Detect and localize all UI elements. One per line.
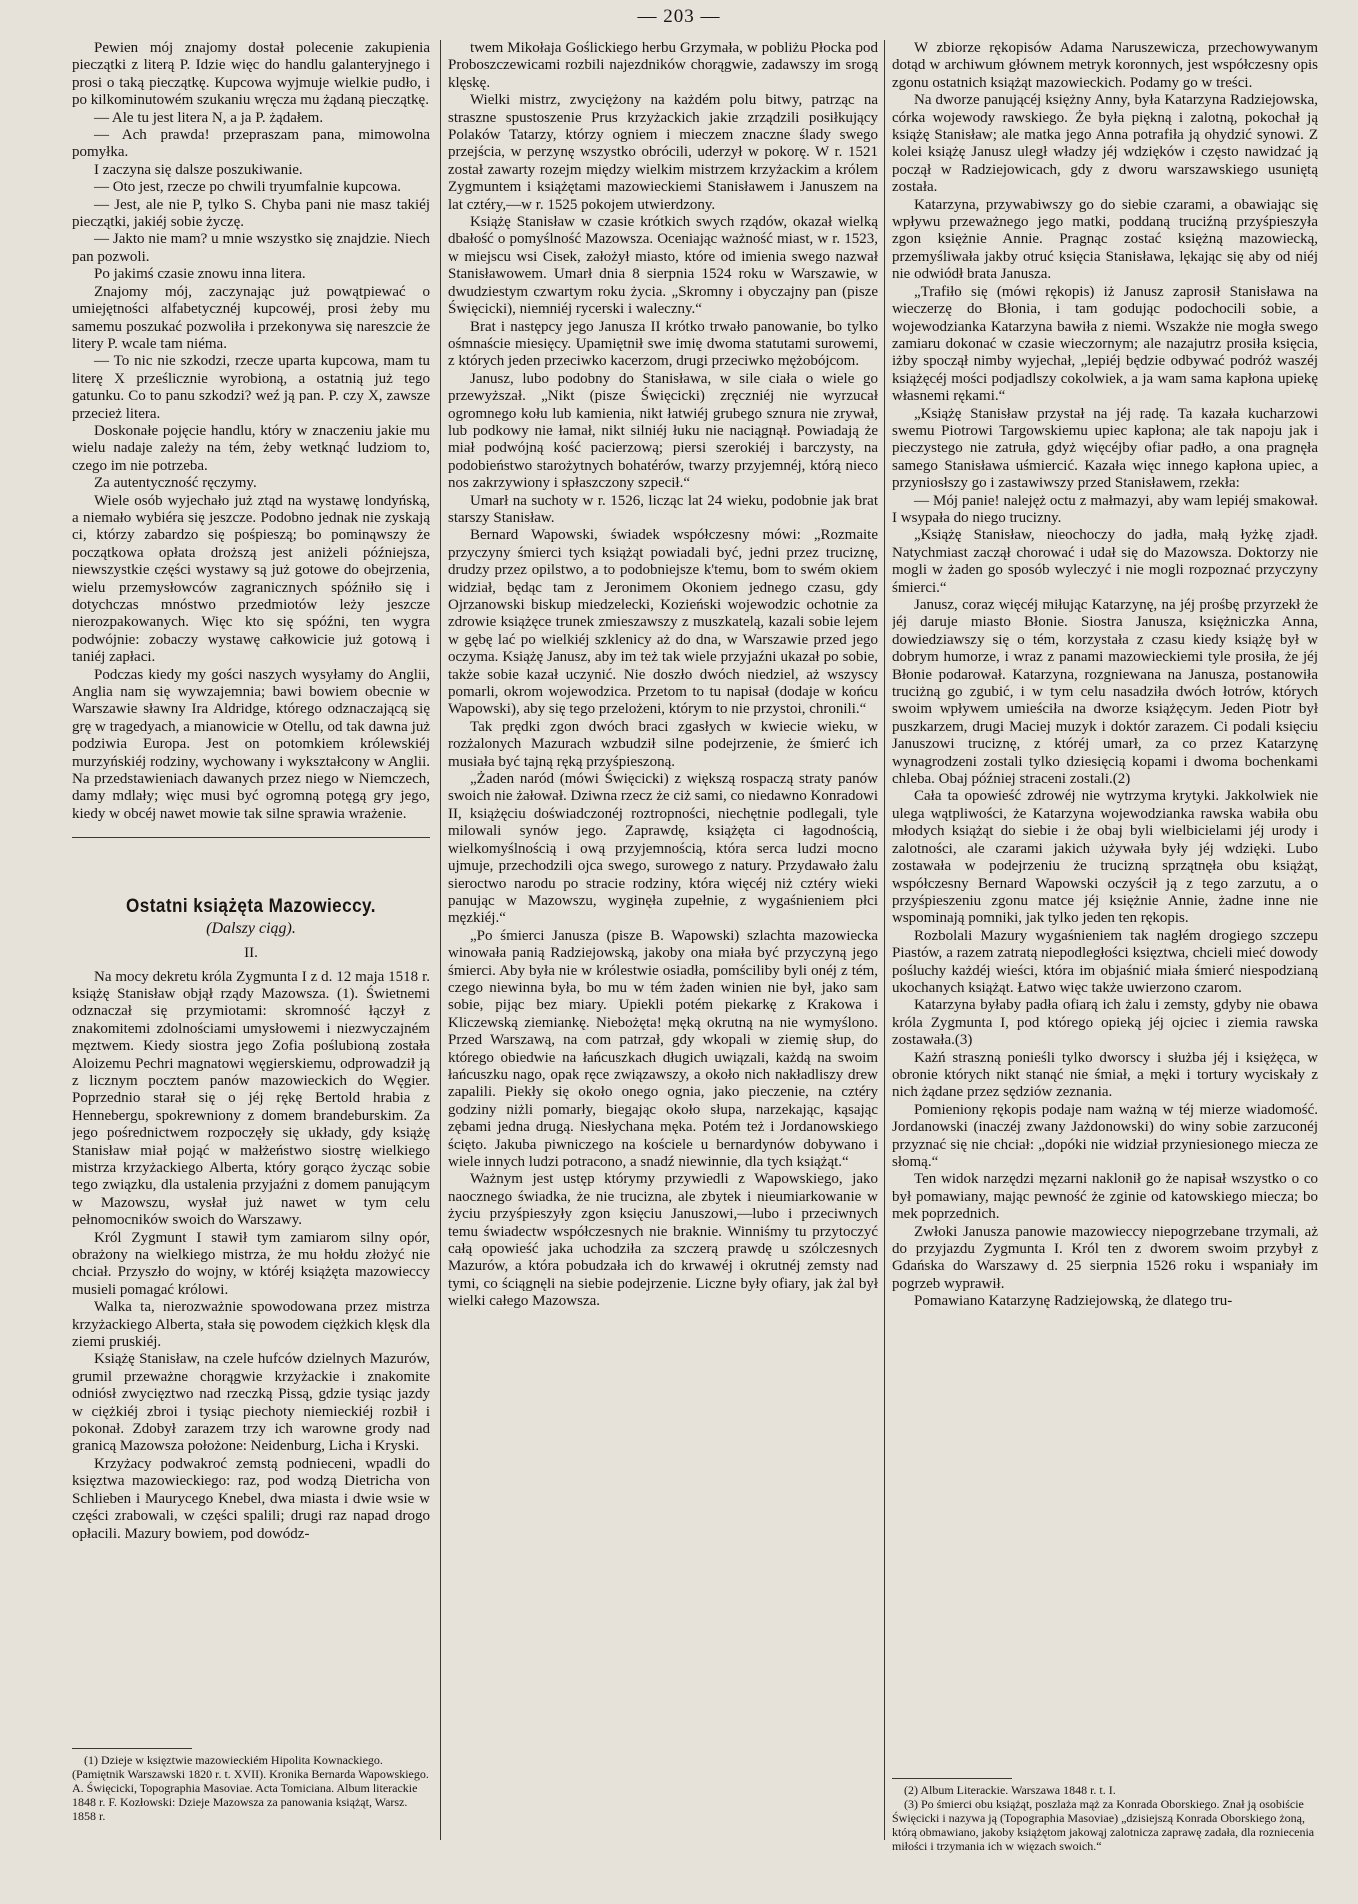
paragraph: Janusz, lubo podobny do Stanisława, w sile ciała o wiele go przewyższał. „Nikt (pisze Święcicki) zręczniéj nie wyrzucał ogromnego kołu lub kamienia, nikt łatwiéj grubego sznura nie zrywał, lub podkowy nie łamał, nikt silniéj łuku nie naciągnął. Powiadają że miał podwójną kość pacierzową; piersi szerokiéj i barczysty, na podobieństwo starożytnych bohatérów, twarzy przyjemnéj, którą nieco nos zakrzywiony i spłaszczony szpecił.“ [448,370,878,492]
column-rule-right [884,40,885,1840]
paragraph: — Jest, ale nie P, tylko S. Chyba pani nie masz takiéj pieczątki, jakiéj sobie życzę. [72,196,430,231]
paragraph: Tak prędki zgon dwóch braci zgasłych w kwiecie wieku, w rozżalonych Mazurach wzbudził silne podejrzenie, że śmierć ich musiała być tajną ręką przyśpieszoną. [448,718,878,770]
paragraph: — Mój panie! nalejęż octu z małmazyi, aby wam lepiéj smakował. I wsypała do niego trucizny. [892,492,1318,526]
paragraph: — Oto jest, rzecze po chwili tryumfalnie kupcowa. [94,179,401,196]
paragraph: „Po śmierci Janusza (pisze B. Wapowski) szlachta mazowiecka winowała panią Radziejowską, jakoby ona miała być przyczyną jego śmierci. Aby była nie w królestwie osiadła, pomściliby byli onéj z tém, czego niewinna była, bo mu w tém żaden winien nie był, jako sam sobie, pijąc bez miary. Upiekli potém piekarkę z Krakowa i Kliczewską ziemiankę. Niebożęta! męką okrutną na nie wymyślono. Przed Warszawą, na com patrzał, gdy wkopali w ziemię słup, do którego obiedwie na łańcuszkach długich uwiązali, każdą na swoim łańcuszku nago, opak ręce związawszy, a około nich nakładliszy drew zapalili. Piekły się około onego ognia, jako pieczenie, na cztéry godziny niżli pomarły, biegając około słupa, narzekając, kąsając zębami jedna drugą. Niesłychana męka. Potém też i Jordanowskiego ścięto. Jakuba piwniczego na kościele u bernardynów dobywano i wiele innych ludzi potracono, a snadź niewinnie, dla tych książąt.“ [448,927,878,1170]
paragraph: (3) Po śmierci obu książąt, poszlaża mąż za Konrada Oborskiego. Znał ją osobiście Święcicki i nazywa ją (Topographia Masoviae) „dzisiejszą Konrada Oborskiego żoną, którą obmawiano, jakoby książętom jakowąj zalotnicza zaprawę zadała, dla rozniecenia miłości i trzymania ich w więzach swoich.“ [892,1797,1315,1853]
page-number: — 203 — [637,6,721,27]
footnote-rule [892,1778,1012,1779]
paragraph: I zaczyna się dalsze poszukiwanie. [94,161,303,178]
column-left [72,40,430,1880]
paragraph: Pomawiano Katarzynę Radziejowską, że dlatego tru- [914,1293,1233,1310]
col3-body [892,40,1318,1311]
section-divider [72,837,430,838]
column-rule-left [440,40,441,1840]
paragraph: Katarzyna, przywabiwszy go do siebie czarami, a obawiając się wpływu przeważnego jego matki, poddaną truciźną przyśpieszyła zgon księżnie Annie. Pragnąc zostać księżną mazowiecką, przemyśliwała jakby otruć księcia Stanisława, lękając się aby od niéj nie odwiódł brata Janusza. [892,196,1318,283]
paragraph: — Ale tu jest litera N, a ja P. żądałem. [94,109,324,126]
col1-body [72,40,430,823]
paragraph: Zwłoki Janusza panowie mazowieccy niepogrzebane trzymali, aż do przyjazdu Zygmunta I. Król ten z dworem swoim przybył z Gdańska do Warszawy d. 25 sierpnia 1526 roku i wspaniały im pogrzeb wyprawił. [892,1223,1318,1292]
footnotes-right [892,1778,1318,1853]
paragraph: „Książę Stanisław, nieochoczy do jadła, małą łyżkę zjadł. Natychmiast zaczął chorować i udał się do Mazowsza. Doktorzy nie mogli w żaden go sposób wyleczyć i nie mogli rozpoznać przyczyny śmierci.“ [892,527,1318,596]
paragraph: Znajomy mój, zaczynając już powątpiewać o umiejętności alfabetycznéj kupcowéj, prosi żeby mu samemu poszukać pozwoliła i przekonywa się nareszcie że litery P. wcale tam niéma. [72,283,430,352]
paragraph: Książę Stanisław w czasie krótkich swych rządów, okazał wielką dbałość o pomyślność Mazowsza. Oceniając ważność miast, w r. 1523, w miejscu wsi Cisek, założył miasto, które od imienia swego nazwał Stanisławowem. Umarł dnia 8 sierpnia 1524 roku w Warszawie, w dwudziestym czwartym roku życia. „Skromny i obyczajny pan (pisze Święcicki), niemniéj rycerski i waleczny.“ [448,214,878,318]
col1-section-body [72,969,430,1543]
footnote-list-left [72,1753,430,1823]
paragraph: Pewien mój znajomy dostał polecenie zakupienia pieczątki z literą P. Idzie więc do handlu galanteryjnego i prosi o taką pieczątkę. Kupcowa wyjmuje wielkie pudło, i po kilkominutowém szukaniu wręcza mu żądaną pieczątkę. [72,40,430,109]
paragraph: (2) Album Literackie. Warszawa 1848 r. t. I. [904,1783,1116,1797]
paragraph: (1) Dzieje w księztwie mazowieckiém Hipolita Kownackiego. (Pamiętnik Warszawski 1820 r. t. XVII). Kronika Bernarda Wapowskiego. A. Święcicki, Topographia Masoviae. Acta Tomiciana. Album literackie 1848 r. F. Kozłowski: Dzieje Mazowsza za panowania książąt, Warsz. 1858 r. [72,1753,429,1823]
footnotes-left [72,1748,430,1823]
footnote-rule [72,1748,192,1749]
paragraph: Krzyżacy podwakroć zemstą podnieceni, wpadli do księztwa mazowieckiego: raz, pod wodzą Dietricha von Schlieben i Maurycego Knebel, dwa miasta i dwie wsie w części zrabowali, w części spalili; drugi raz napad drogo opłacili. Mazury bowiem, pod dowódz- [72,1455,430,1542]
footnote-list-right [892,1783,1318,1853]
paragraph: — Ach prawda! przepraszam pana, mimowolna pomyłka. [72,127,430,161]
paragraph: Książę Stanisław, na czele hufców dzielnych Mazurów, grumil przeważne chorągwie krzyżackie i znakomite odniósł zwycięztwo nad rzeczką Pissą, gdzie tysiąc jazdy w ciężkiéj zbroi i tysiąc piechoty niemieckiéj rozbił i pokonał. Zdobył zarazem trzy ich warowne grody nad granicą Mazowsza położone: Neidenburg, Licha i Kryski. [72,1351,430,1455]
paragraph: Janusz, coraz więcéj miłując Katarzynę, na jéj prośbę przyrzekł że jéj daruje miasto Błonie. Siostra Janusza, księżniczka Anna, dowiedziawszy się o tém, korzystała z czasu kiedy książę był w dobrym humorze, i wraz z panami mazowieckiemi tyle prosiła, że jéj Błonie podarował. Katarzyna, rozgniewana na Janusza, postanowiła truciżną go zgubić, i w tym celu nasadziła dwóch łotrów, których swoim wpływem umieściła na dworze książęcym. Jeden Piotr był puszkarzem, drugi Maciej muzyk i doktór zarazem. Ci podali księciu Januszowi truciznę, z któréj umarł, za co przez Katarzynę wynagrodzeni zostali tylko dziesięcią kopami i dwoma bochenkami chleba. Obaj później straceni zostali.(2) [892,597,1318,788]
section-number: II. [244,945,258,962]
column-middle [448,40,878,1840]
paragraph: Bernard Wapowski, świadek współczesny mówi: „Rozmaite przyczyny śmierci tych książąt powiadali być, jedni przez truciznę, drudzy przez opilstwo, a to podobniejsze k'temu, bom to swém okiem widział, będąc tam z Jeronimem Okoniem jednego czasu, gdy Ojrzanowski biskup miedzelecki, Kozieński wojewodzic ochotnie za zdrowie książęce trunek zmieszawszy z muszkatelą, kazali sobie lejem w gębę lać po wielkiéj szklenicy aż do dna, w Warszawie przed jego oczyma. Książę Janusz, aby im też tak wiele przyjaźni ukazał po sobie, także sobie kazał uczynić. Nie doszło dwóch niedziel, aż wszyscy pomarli, okrom wojewodzica. Przetom to tu napisał (dodaje w końcu Wapowski), aby się tego przelożeni, którym to nie przystoi, chronili.“ [448,527,878,718]
paragraph: „Książę Stanisław przystał na jéj radę. Ta kazała kucharzowi swemu Piotrowi Targowskiemu upiec kapłona; ale tak napoju jak i pieczystego nie zatruła, gdyż więcéjby ofiar padło, a ona pragnęła samego Stanisława uśmiercić. Kazała więc innego kapłona upiec, a przyniosłszy go i zastawiwszy przed Stanisławem, rzekła: [892,405,1318,492]
paragraph: Umarł na suchoty w r. 1526, licząc lat 24 wieku, podobnie jak brat starszy Stanisław. [448,492,878,526]
paragraph: Na dworze panującéj księżny Anny, była Katarzyna Radziejowska, córka wojewody rawskiego. Że była piękną i zalotną, pokochał ją książę Stanisław; ale matka jego Anna potrafiła ją ohydzić synowi. Z kolei książę Janusz uległ władzy jéj wdzięków i często nawidzać ją począł w Radziejowicach, gdy z dworu warszawskiego usuniętą została. [892,92,1318,196]
paragraph: Za autentyczność ręczymy. [94,475,257,492]
paragraph: Walka ta, nierozważnie spowodowana przez mistrza krzyżackiego Alberta, stała się powodem ciężkich klęsk dla ziemi pruskiéj. [72,1299,430,1351]
paragraph: W zbiorze rękopisów Adama Naruszewicza, przechowywanym dotąd w archiwum głównem metryk koronnych, jest współczesny opis zgonu ostatnich książąt mazowieckich. Podamy go w treści. [892,40,1318,91]
section-title: Ostatni książęta Mazowieccy. [126,896,376,918]
section-subtitle: (Dalszy ciąg). [206,919,296,937]
paragraph: twem Mikołaja Goślickiego herbu Grzymała, w pobliżu Płocka pod Proboszczewicami rozbili najezdników chorągwie, zadawszy im srogą klęskę. [448,40,878,91]
paragraph: Ważnym jest ustęp którymy przywiedli z Wapowskiego, jako naocznego świadka, że nie trucizna, ale zbytek i nieumiarkowanie w życiu przyśpieszyły zgon księciu Januszowi,—lubo i przeciwnych temu świadectw współczesnych nie braknie. Winniśmy tu przytoczyć całą opowieść jaka uchodziła za szczerą prawdę u szólczesnych Mazurów, a która pobudzała ich do krwawéj i okrutnéj zemsty nad tymi, co ściągnęli na siebie podejrzenie. Liczne były ofiary, jak żal był wielki całego Mazowsza. [448,1171,878,1310]
column-right [892,40,1318,1880]
paragraph: Ten widok narzędzi męzarni naklonił go że napisał wszystko o co był pomawiany, mając pewność że zginie od katowskiego miecza; bo mek poprzednich. [892,1171,1318,1223]
paragraph: Każń straszną ponieśli tylko dworscy i służba jéj i księżęca, w obronie których nikt stanąć nie śmiał, a męki i tortury wyciskały z nich żądane przez sędziów zeznania. [892,1049,1318,1101]
paragraph: Doskonałe pojęcie handlu, który w znaczeniu jakie mu wielu nadaje zależy na tém, żeby wetknąć ludziom to, czego im nie potrzeba. [72,422,430,474]
paragraph: Podczas kiedy my gości naszych wysyłamy do Anglii, Anglia nam się wywzajemnia; bawi bowiem obecnie w Warszawie sławny Ira Aldridge, którego odznaczającą się grę w tragedyach, a mianowicie w Otellu, od tak dawna już podziwia Europa. Jest on potomkiem królewskiéj murzyńskiéj rodziny, wychowany i wykształcony w Anglii. Na przedstawieniach dawanych przez niego w Niemczech, damy mdlały; więc musi być ogromną potęgą gry jego, kiedy w obcéj nawet mowie tak silne sprawia wrażenie. [72,666,430,822]
paragraph: „Trafiło się (mówi rękopis) iż Janusz zaprosił Stanisława na wieczerzę do Błonia, i tam godując podochocili sobie, a wojewodzianka Katarzyna bawiła z niemi. Wszakże nie mogła swego zamiaru dokonać w czasie wieczornym; ale nazajutrz prosiła księcia, iżby spoczął nimby wyjechał, „lepiéj będzie odbywać podróż waszéj książęcéj mości podjadlszy cokolwiek, a ja wam sama kapłona upiekę własnemi rękami.“ [892,283,1318,405]
paragraph: Rozbolali Mazury wygaśnieniem tak nagłém drogiego szczepu Piastów, a razem zatratą niepodległości księztwa, chcieli mieć dowody pośluchy każdéj wieści, która im objaśnić miała śmierć niespodzianą ukochanych książąt. Łatwo więc także uwierzono czarom. [892,927,1318,996]
paragraph: Na mocy dekretu króla Zygmunta I z d. 12 maja 1518 r. książę Stanisław objął rządy Mazowsza. (1). Świetnemi odznaczał się przymiotami: skromność łączył z znakomitemi zdolnościami umysłowemi i niezwyczajném męztwem. Kiedy siostra jego Zofia poślubioną została Aloizemu Pechri magnatowi węgierskiemu, odprowadził ją z licznym pocztem panów mazowieckich do Węgier. Poprzednio starał się o jéj rękę Bertold hrabia z Hennebergu, spokrewniony z domem brandeburskim. Za jego pośrednictwem rozpoczęły się układy, gdy książę Stanisław miał pojąć w małżeństwo siostrę wielkiego mistrza krzyżackiego Alberta, który gorąco życząc sobie tego związku, dla ustalenia przyjaźni z domem panującym w Mazowszu, wysłał już nawet w tym celu pełnomocników swoich do Warszawy. [72,968,430,1229]
paragraph: Król Zygmunt I stawił tym zamiarom silny opór, obrażony na wielkiego mistrza, że mu hołdu złożyć nie chciał. Przyszło do wojny, w któréj książęta mazowieccy musieli pomagać królowi. [72,1229,430,1298]
col2-body [448,40,878,1311]
paragraph: Katarzyna byłaby padła ofiarą ich żalu i zemsty, gdyby nie obawa króla Zygmunta I, pod którego opieką jéj ojciec i ziemia rawska zostawała.(3) [892,997,1318,1049]
paragraph: Cała ta opowieść zdrowéj nie wytrzyma krytyki. Jakkolwiek nie ulega wątpliwości, że Katarzyna wojewodzianka rawska wabiła obu młodych książąt do siebie i że obaj byli wielbicielami jéj urody i zalotności, ale czarami jakich używała były jéj wdzięki. Lubo zostawała w podejrzeniu że trucizną sprzątnęła obu książąt, współczesny Bernard Wapowski oczyścił ją z tego zarzutu, a o przyśpieszeniu zgonu matce jéj księżnie Annie, żadne inne nie wspominają pomniki, jak tylko jeden ten rękopis. [892,788,1318,927]
paragraph: Brat i następcy jego Janusza II krótko trwało panowanie, bo tylko ośmnaście miesięcy. Upamiętnił swe imię dwoma statutami surowemi, z których jeden przeciwko kacerzom, drugi przeciwko mężobójcom. [448,318,878,370]
paragraph: Pomieniony rękopis podaje nam ważną w téj mierze wiadomość. Jordanowski (inaczéj zwany Jażdonowski) do winy sobie zarzuconéj przyznać się nie chciał: „dopóki nie widział przyniesionego miecza ze słomą.“ [892,1101,1318,1170]
paragraph: Wielki mistrz, zwyciężony na każdém polu bitwy, patrząc na straszne spustoszenie Prus krzyżackich jakie zrządzili posiłkujący Polaków Tatarzy, którzy ogniem i mieczem znaczne ślady swego przejścia, w perzynę wszystko obrócili, uderzył w pokorę. W r. 1521 został zawarty rozejm między wielkim mistrzem krzyżackim a królem Zygmuntem i książętami mazowieckiemi Stanisławem i Januszem na lat cztéry,—w r. 1525 pokojem utwierdzony. [448,92,878,213]
paragraph: — To nic nie szkodzi, rzecze uparta kupcowa, mam tu literę X prześlicznie wyrobioną, a ostatnią już tego gatunku. Co to panu szkodzi? weź ją pan. P. czy X, zawsze przecież litera. [72,353,430,422]
paragraph: „Żaden naród (mówi Święcicki) z większą rospaczą straty panów swoich nie żałował. Dziwna rzecz że ciż sami, co niedawno Konradowi II, książęciu doświadczonéj roztropności, niechętnie podlegali, tyle milowali synów jego. Zaprawdę, książęta ci łagodnością, wielkomyślnością i ową przyjemnością, która serca ludzi mocno ujmuje, przechodzili ojca swego, surowego z natury. Przydawało żalu sieroctwo narodu po stracie rodziny, która więcéj niż cztéry wieki panując w Mazowszu, wyginęła zupełnie, z wygaśnieniem płci męzkiéj.“ [448,771,878,927]
paragraph: Wiele osób wyjechało już ztąd na wystawę londyńską, a niemało wybiéra się jeszcze. Podobno jednak nie zyskają ci, którzy zabardzo się pośpieszą; bo pominąwszy że początkowa opłata droższą jest aniżeli późniejsza, niewszystkie części wystawy są już gotowe do obejrzenia, wielu przemysłowców zagranicznych spóźniło się i dotychczas mnóstwo przedmiotów leży jeszcze nierozpakowanych. Więc kto się spóźni, ten wygra podwójnie: zobaczy wystawę całkowicie już gotową i taniéj zapłaci. [72,492,430,666]
paragraph: Po jakimś czasie znowu inna litera. [94,266,306,283]
paragraph: — Jakto nie mam? u mnie wszystko się znajdzie. Niech pan pozwoli. [72,231,430,265]
